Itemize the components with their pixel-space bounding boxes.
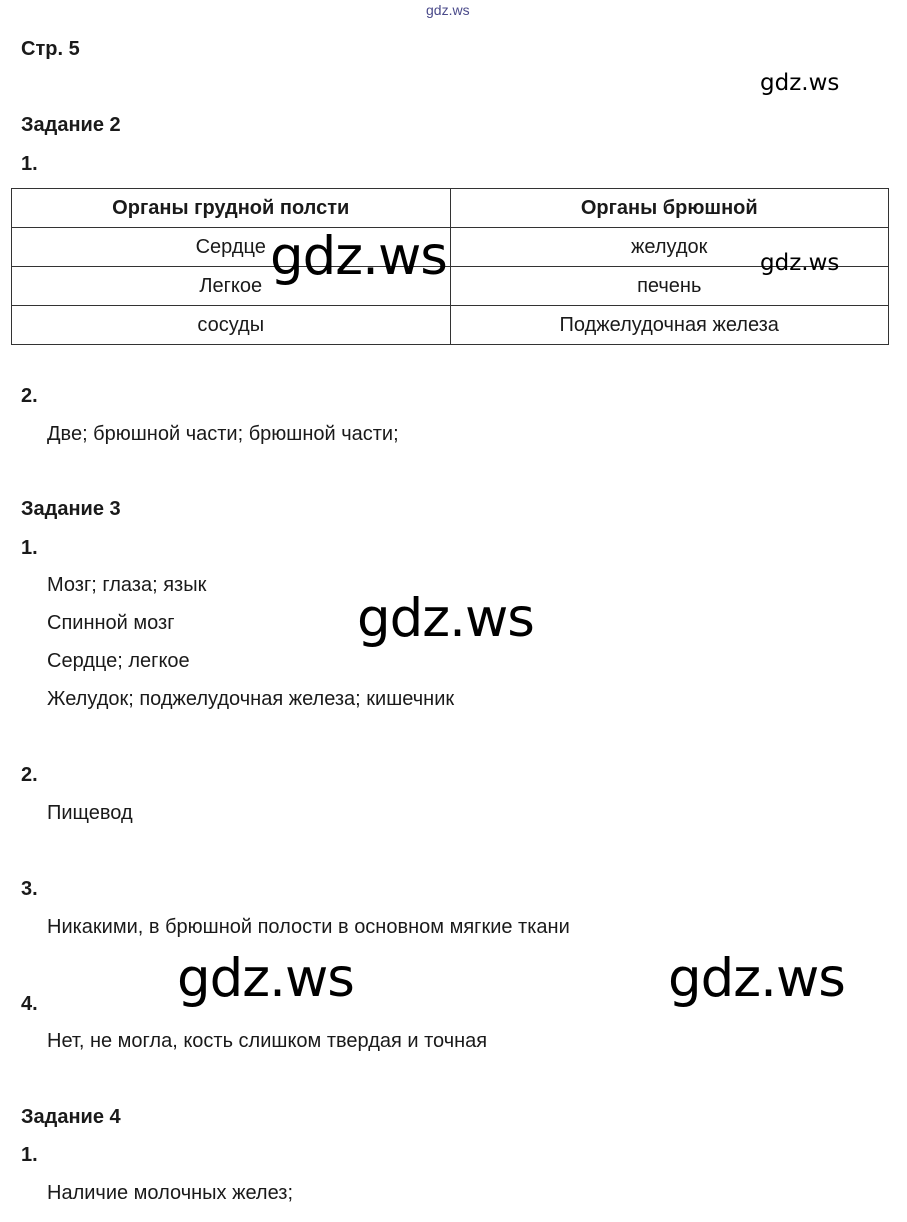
table-cell: сосуды xyxy=(12,306,451,345)
task3-q1-line: Мозг; глаза; язык xyxy=(47,574,207,596)
task3-q1-number: 1. xyxy=(21,537,38,559)
watermark-large-4: gdz.ws xyxy=(668,948,845,1009)
task4-q1-answer: Наличие молочных желез; xyxy=(47,1182,294,1204)
table-header-abdomen: Органы брюшной xyxy=(450,189,889,228)
watermark-small-1: gdz.ws xyxy=(760,70,840,96)
table-cell: печень xyxy=(450,267,889,306)
task4-q1-number: 1. xyxy=(21,1144,38,1166)
task2-q2-number: 2. xyxy=(21,385,38,407)
task2-title: Задание 2 xyxy=(21,114,121,136)
watermark-large-3: gdz.ws xyxy=(177,948,354,1009)
watermark-large-1: gdz.ws xyxy=(270,226,447,287)
task3-q1-line: Спинной мозг xyxy=(47,612,175,634)
task3-q4-number: 4. xyxy=(21,993,38,1015)
watermark-top: gdz.ws xyxy=(426,2,470,18)
task3-q3-number: 3. xyxy=(21,878,38,900)
table-row xyxy=(12,267,889,306)
task4-title: Задание 4 xyxy=(21,1106,121,1128)
watermark-large-2: gdz.ws xyxy=(357,588,534,649)
table-header-chest: Органы грудной полсти xyxy=(12,189,451,228)
table-cell: желудок xyxy=(450,228,889,267)
task2-q2-answer: Две; брюшной части; брюшной части; xyxy=(47,423,399,445)
task2-q1-number: 1. xyxy=(21,153,38,175)
task3-q1-line: Сердце; легкое xyxy=(47,650,190,672)
table-cell: Сердце xyxy=(12,228,451,267)
task3-title: Задание 3 xyxy=(21,498,121,520)
table-header-row xyxy=(12,189,889,228)
task3-q2-number: 2. xyxy=(21,764,38,786)
task3-q2-answer: Пищевод xyxy=(47,802,133,824)
watermark-small-2: gdz.ws xyxy=(760,250,840,276)
table-cell: Легкое xyxy=(12,267,451,306)
table-row xyxy=(12,306,889,345)
table-cell: Поджелудочная железа xyxy=(450,306,889,345)
task3-q1-line: Желудок; поджелудочная железа; кишечник xyxy=(47,688,455,710)
table-row xyxy=(12,228,889,267)
task3-q4-answer: Нет, не могла, кость слишком твердая и точная xyxy=(47,1030,488,1052)
page-label: Стр. 5 xyxy=(21,38,80,60)
task3-q3-answer: Никакими, в брюшной полости в основном мягкие ткани xyxy=(47,916,570,938)
organs-table xyxy=(11,188,889,345)
